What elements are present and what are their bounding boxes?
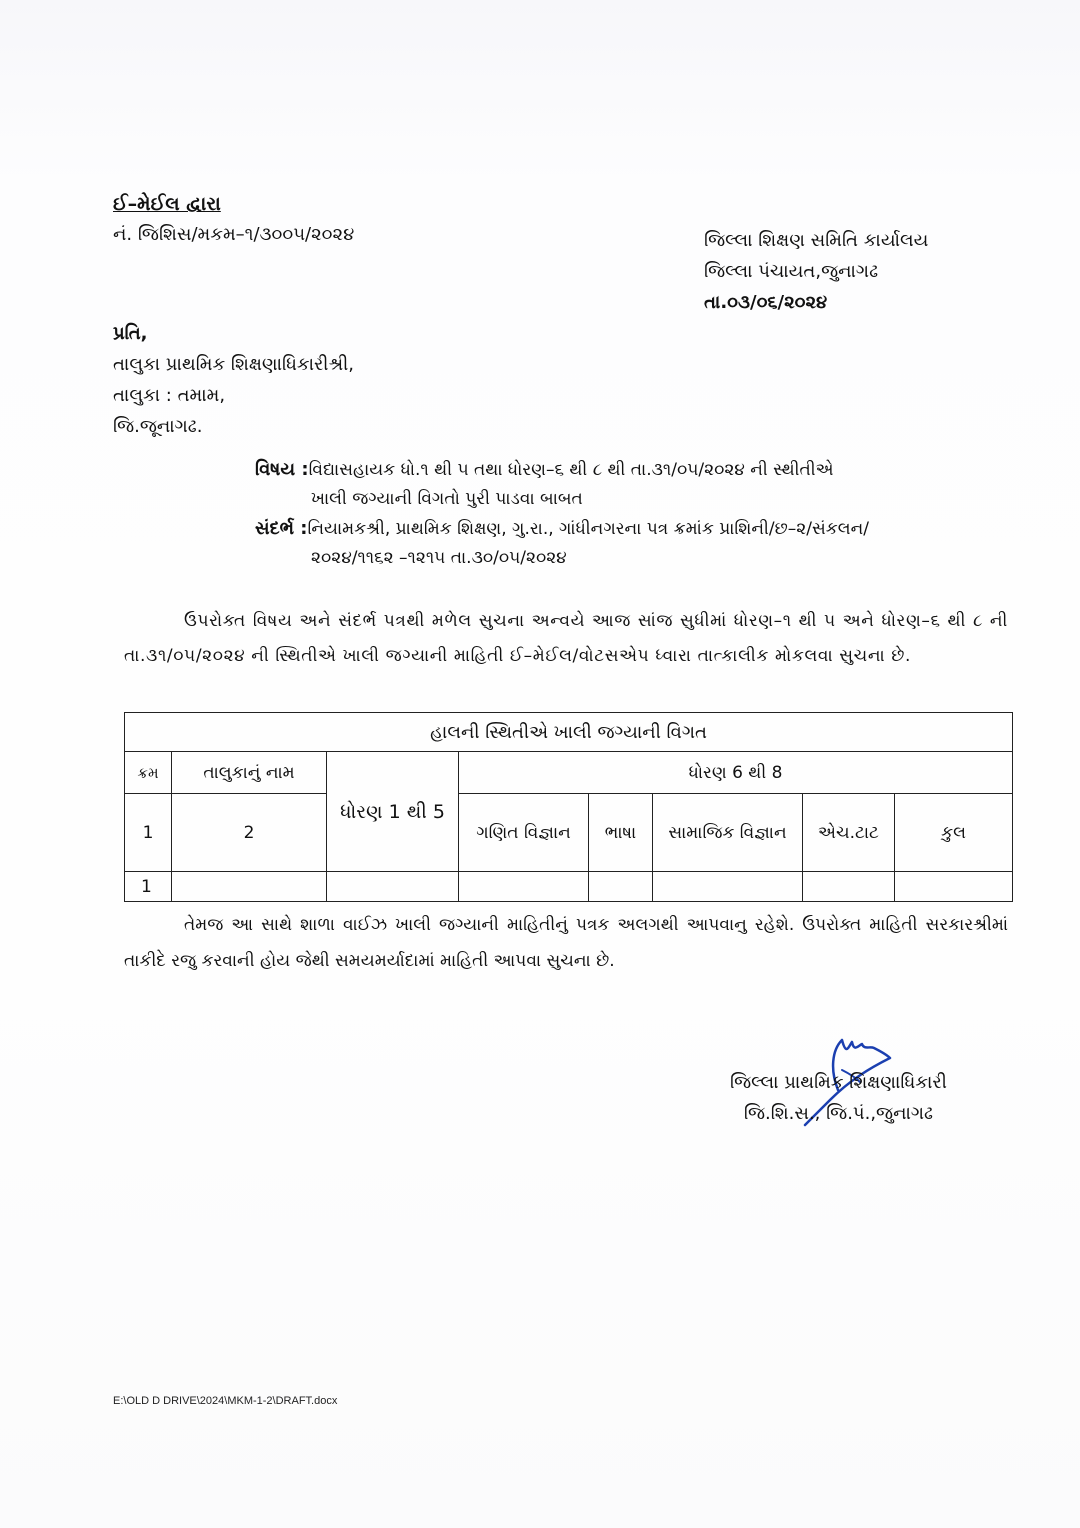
subject-text-cont: ખાલી જગ્યાની વિગતો પુરી પાડવા બાબત: [311, 489, 583, 509]
group-header-std-6-8: ધોરણ 6 થી 8: [459, 752, 1013, 794]
reference-number: નં. જિશિસ/મકમ–૧/૩૦૦૫/૨૦૨૪: [113, 224, 355, 245]
col-header-total: કુલ: [895, 794, 1013, 872]
body-paragraph-1: ઉપરોક્ત વિષય અને સંદર્ભ પત્રથી મળેલ સુચના અન્વયે આજ સાંજ સુધીમાં ધોરણ–૧ થી ૫ અને ધોરણ–૬ થી ૮ ની તા.૩૧/૦૫/૨૦૨૪ ની સ્થિતીએ ખાલી જગ્યાની માહિતી ઈ–મેઈલ/વોટસએપ ધ્વારા તાત્કાલીક મોકલવા સુચના છે.: [124, 611, 1008, 666]
office-address-block: [704, 225, 928, 318]
recipient-line: તાલુકા : તમામ,: [113, 385, 226, 406]
col-header-std-1-5: ધોરણ 1 થી 5: [327, 752, 459, 872]
table-cell: 1: [125, 872, 172, 902]
table-cell: [895, 872, 1013, 902]
signatory-office: જિ.શિ.સ., જિ.પં.,જુનાગઢ: [743, 1103, 933, 1124]
col-header-social-science: સામાજિક વિજ્ઞાન: [653, 794, 803, 872]
signatory-block: [730, 1067, 947, 1129]
table-row: [125, 872, 1013, 902]
recipient-block: [113, 318, 354, 442]
table-cell: [803, 872, 895, 902]
signatory-title: જિલ્લા પ્રાથમિક શિક્ષણાધિકારી: [730, 1072, 947, 1093]
office-name: જિલ્લા શિક્ષણ સમિતિ કાર્યાલય: [704, 230, 929, 251]
reference-label: સંદર્ભ :: [255, 518, 308, 539]
table-cell: [459, 872, 589, 902]
table-cell: [653, 872, 803, 902]
subject-text: વિદ્યાસહાયક ધો.૧ થી ૫ તથા ધોરણ–૬ થી ૮ થી તા.૩૧/૦૫/૨૦૨૪ ની સ્થીતીએ: [308, 460, 834, 480]
footer-file-path: E:\OLD D DRIVE\2024\MKM-1-2\DRAFT.docx: [113, 1395, 338, 1407]
letter-date: તા.૦૩/૦૬/૨૦૨૪: [704, 292, 828, 313]
col-header-taluka: તાલુકાનું નામ: [172, 752, 327, 794]
col-header-language: ભાષા: [589, 794, 653, 872]
office-location: જિલ્લા પંચાયત,જુનાગઢ: [704, 261, 879, 282]
recipient-line: તાલુકા પ્રાથમિક શિક્ષણાધિકારીશ્રી,: [113, 354, 354, 375]
table-cell: [589, 872, 653, 902]
recipient-salutation: પ્રતિ,: [113, 323, 148, 344]
email-via-heading: ઈ–મેઈલ દ્વારા: [113, 193, 221, 215]
numbering-cell: 1: [125, 794, 172, 872]
col-header-serial: ક્રમ: [125, 752, 172, 794]
subject-block: [255, 455, 1015, 573]
col-header-math-science: ગણિત વિજ્ઞાન: [459, 794, 589, 872]
table-title: હાલની સ્થિતીએ ખાલી જગ્યાની વિગત: [125, 713, 1013, 752]
table-cell: [172, 872, 327, 902]
subject-label: વિષય :: [255, 459, 309, 480]
recipient-line: જિ.જૂનાગઢ.: [113, 416, 203, 437]
table-cell: [327, 872, 459, 902]
vacancy-table: [124, 712, 1013, 902]
reference-text-cont: ૨૦૨૪/૧૧૬૨ –૧૨૧૫ તા.૩૦/૦૫/૨૦૨૪: [311, 548, 567, 568]
numbering-cell: 2: [172, 794, 327, 872]
col-header-htat: એચ.ટાટ: [803, 794, 895, 872]
reference-text: નિયામકશ્રી, પ્રાથમિક શિક્ષણ, ગુ.રા., ગાંધીનગરના પત્ર ક્રમાંક પ્રાશિની/છ–૨/સંકલન/: [307, 519, 869, 539]
body-paragraph-2: તેમજ આ સાથે શાળા વાઈઝ ખાલી જગ્યાની માહિતીનું પત્રક અલગથી આપવાનુ રહેશે. ઉપરોક્ત માહિતી સરકારશ્રીમાં તાકીદે રજુ કરવાની હોય જેથી સમયમર્યાદામાં માહિતી આપવા સુચના છે.: [124, 915, 1008, 971]
